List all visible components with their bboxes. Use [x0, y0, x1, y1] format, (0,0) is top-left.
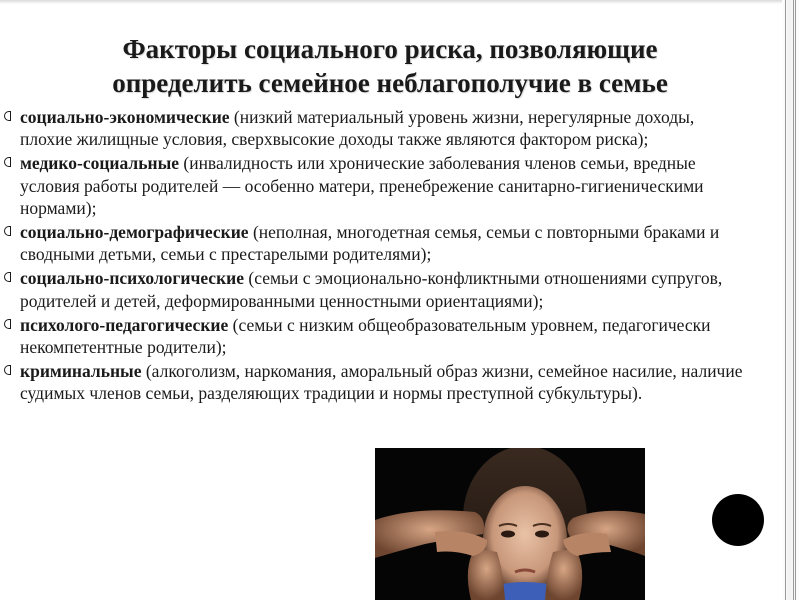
- list-item: [4, 106, 744, 151]
- top-border: [0, 0, 800, 4]
- right-border-line: [793, 0, 794, 600]
- bullet-icon: [4, 272, 11, 282]
- bullet-icon: [4, 319, 11, 329]
- right-border-line: [795, 0, 796, 600]
- list-item: [4, 360, 744, 405]
- navigation-circle-button[interactable]: [712, 494, 764, 546]
- bullet-icon: [4, 365, 11, 375]
- factor-term: психолого-педагогические: [20, 314, 229, 335]
- bullet-icon: [4, 226, 11, 236]
- factor-term: социально-демографические: [20, 222, 249, 243]
- list-item: [4, 314, 744, 359]
- factor-term: социально-экономические: [20, 107, 230, 127]
- factor-description: (низкий материальный уровень жизни, нерегулярные доходы, плохие жилищные условия, сверхвысокие доходы также являются фактором риска);: [20, 107, 695, 150]
- title-line-1: Факторы социального риска, позволяющие: [122, 34, 658, 64]
- list-item: [4, 152, 744, 219]
- factor-description: (неполная, многодетная семья, семьи с повторными браками и сводными детьми, семьи с престарелыми родителями);: [20, 222, 720, 265]
- factor-term: медико-социальные: [20, 153, 179, 174]
- bullet-icon: [4, 111, 11, 121]
- child-photo: [375, 448, 645, 600]
- list-item: [4, 267, 744, 312]
- bullet-icon: [4, 157, 11, 167]
- factor-term: криминальные: [20, 360, 142, 381]
- slide-title: [40, 32, 740, 100]
- title-line-2: определить семейное неблагополучие в семье: [112, 68, 668, 98]
- child-with-hands-icon: [375, 448, 645, 600]
- list-item: [4, 221, 744, 266]
- factor-term: социально-психологические: [20, 268, 245, 289]
- factor-description: (семьи с эмоционально-конфликтными отношениями супругов, родителей и детей, деформированными ценностными ориентациями);: [20, 268, 723, 311]
- factor-description: (алкоголизм, наркомания, аморальный образ жизни, семейное насилие, наличие судимых членов семьи, разделяющих традиции и нормы преступной субкультуры).: [20, 360, 743, 404]
- right-border-line: [785, 0, 786, 600]
- factor-description: (семьи с низким общеобразовательным уровнем, педагогически некомпетентные родители);: [20, 314, 711, 358]
- factor-description: (инвалидность или хронические заболевания членов семьи, вредные условия работы родителей — особенно матери, пренебрежение санитарно-гигиеническими нормами);: [20, 153, 704, 219]
- risk-factor-list: [4, 106, 744, 406]
